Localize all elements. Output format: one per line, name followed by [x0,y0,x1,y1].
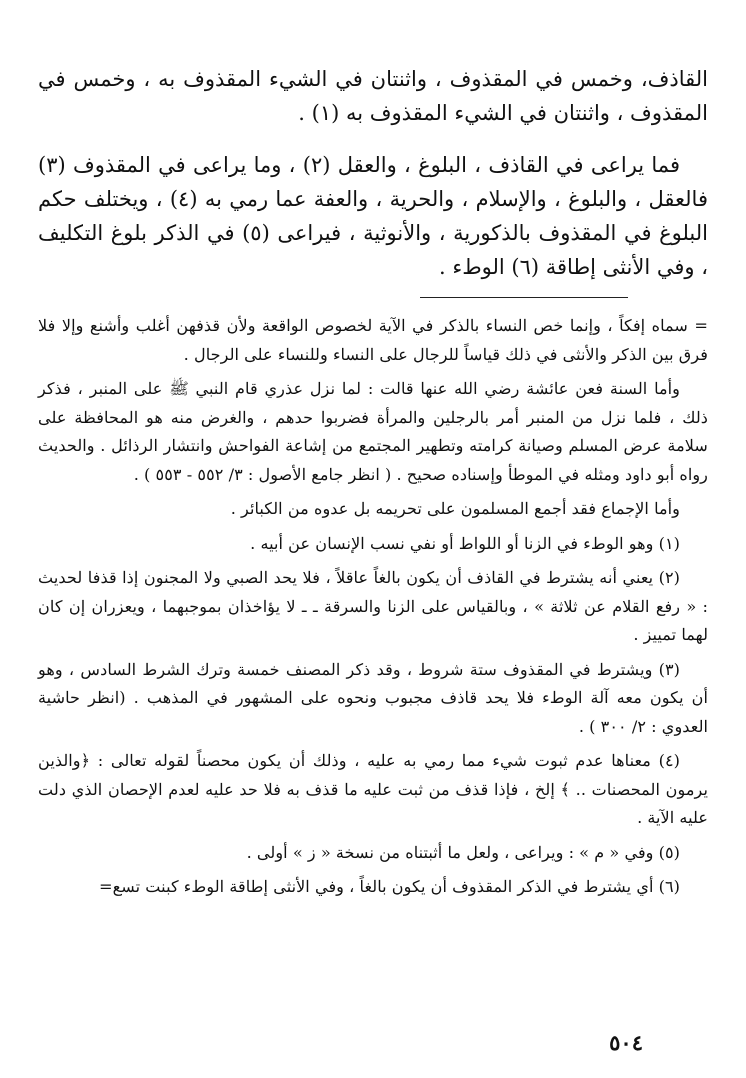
main-paragraph-2: فما يراعى في القاذف ، البلوغ ، والعقل (٢) ، وما يراعى في المقذوف (٣) فالعقل ، والبلوغ ، والإسلام ، والحرية ، والعفة عما رمي به (٤) ، ويختلف حكم البلوغ في المقذوف بالذكورية ، والأنوثية ، فيراعى (٥) في الذكر بلوغ التكليف ، وفي الأنثى إطاقة (٦) الوطء . [38,153,708,279]
page-number: ٥٠٤ [609,1030,643,1055]
footnote-1: (١) وهو الوطء في الزنا أو اللواط أو نفي نسب الإنسان عن أبيه . [250,533,680,553]
footnote-2: (٢) يعني أنه يشترط في القاذف أن يكون بالغاً عاقلاً ، فلا يحد الصبي ولا المجنون إذا قذفا لحديث : « رفع القلام عن ثلاثة » ، وبالقياس على الزنا والسرقة ـ ـ لا يؤاخذان بموجبهما ، ويعزران إن كان لهما تمييز . [38,568,708,644]
footnote-3: (٣) ويشترط في المقذوف ستة شروط ، وقد ذكر المصنف خمسة وترك الشرط السادس ، وهو أن يكون معه آلة الوطء فلا يحد قاذف مجبوب ونحوه على المشهور في المذهب . (انظر حاشية العدوي : ٢/ ٣٠٠ ) . [38,659,708,736]
footnote-continuation: = سماه إفكاً ، وإنما خص النساء بالذكر في الآية لخصوص الواقعة ولأن قذفهن أغلب وأشنع وإلا فلا فرق بين الذكر والأنثى في ذلك قياساً للرجال على النساء وللنساء على الرجال . [38,316,708,364]
footnotes [38,312,708,908]
footnote-ijma: وأما الإجماع فقد أجمع المسلمون على تحريمه بل عدوه من الكبائر . [230,499,680,518]
main-text [38,62,708,284]
footnote-4: (٤) معناها عدم ثبوت شيء مما رمي به عليه ، وذلك أن يكون محصناً لقوله تعالى : ﴿والذين يرمون المحصنات .. ﴾ إلخ ، فإذا قذف من ثبت عليه ما قذف به فلا حد عليه لعدم الإحصان الذي دلت عليه الآية . [38,751,708,827]
footnote-separator [420,297,628,298]
footnote-5: (٥) وفي « م » : ويراعى ، ولعل ما أثبتناه من نسخة « ز » أولى . [246,842,680,862]
main-paragraph-1: القاذف، وخمس في المقذوف ، واثنتان في الشيء المقذوف به ، وخمس في المقذوف ، واثنتان في الشيء المقذوف به (١) . [38,67,708,125]
footnote-sunnah: وأما السنة فعن عائشة رضي الله عنها قالت : لما نزل عذري قام النبي ﷺ على المنبر ، فذكر ذلك ، فلما نزل من المنبر أمر بالرجلين والمرأة فضربوا حدهم ، والغرض منه هو المحافظة على سلامة عرض المسلم وصيانة كرامته وتطهير المجتمع من إشاعة الفواحش وانتشار الرذائل . والحديث رواه أبو داود ومثله في الموطأ وإسناده صحيح . ( انظر جامع الأصول : ٣/ ٥٥٢ - ٥٥٣ ) . [38,379,708,484]
footnote-6: (٦) أي يشترط في الذكر المقذوف أن يكون بالغاً ، وفي الأنثى إطاقة الوطء كبنت تسع= [99,877,680,896]
